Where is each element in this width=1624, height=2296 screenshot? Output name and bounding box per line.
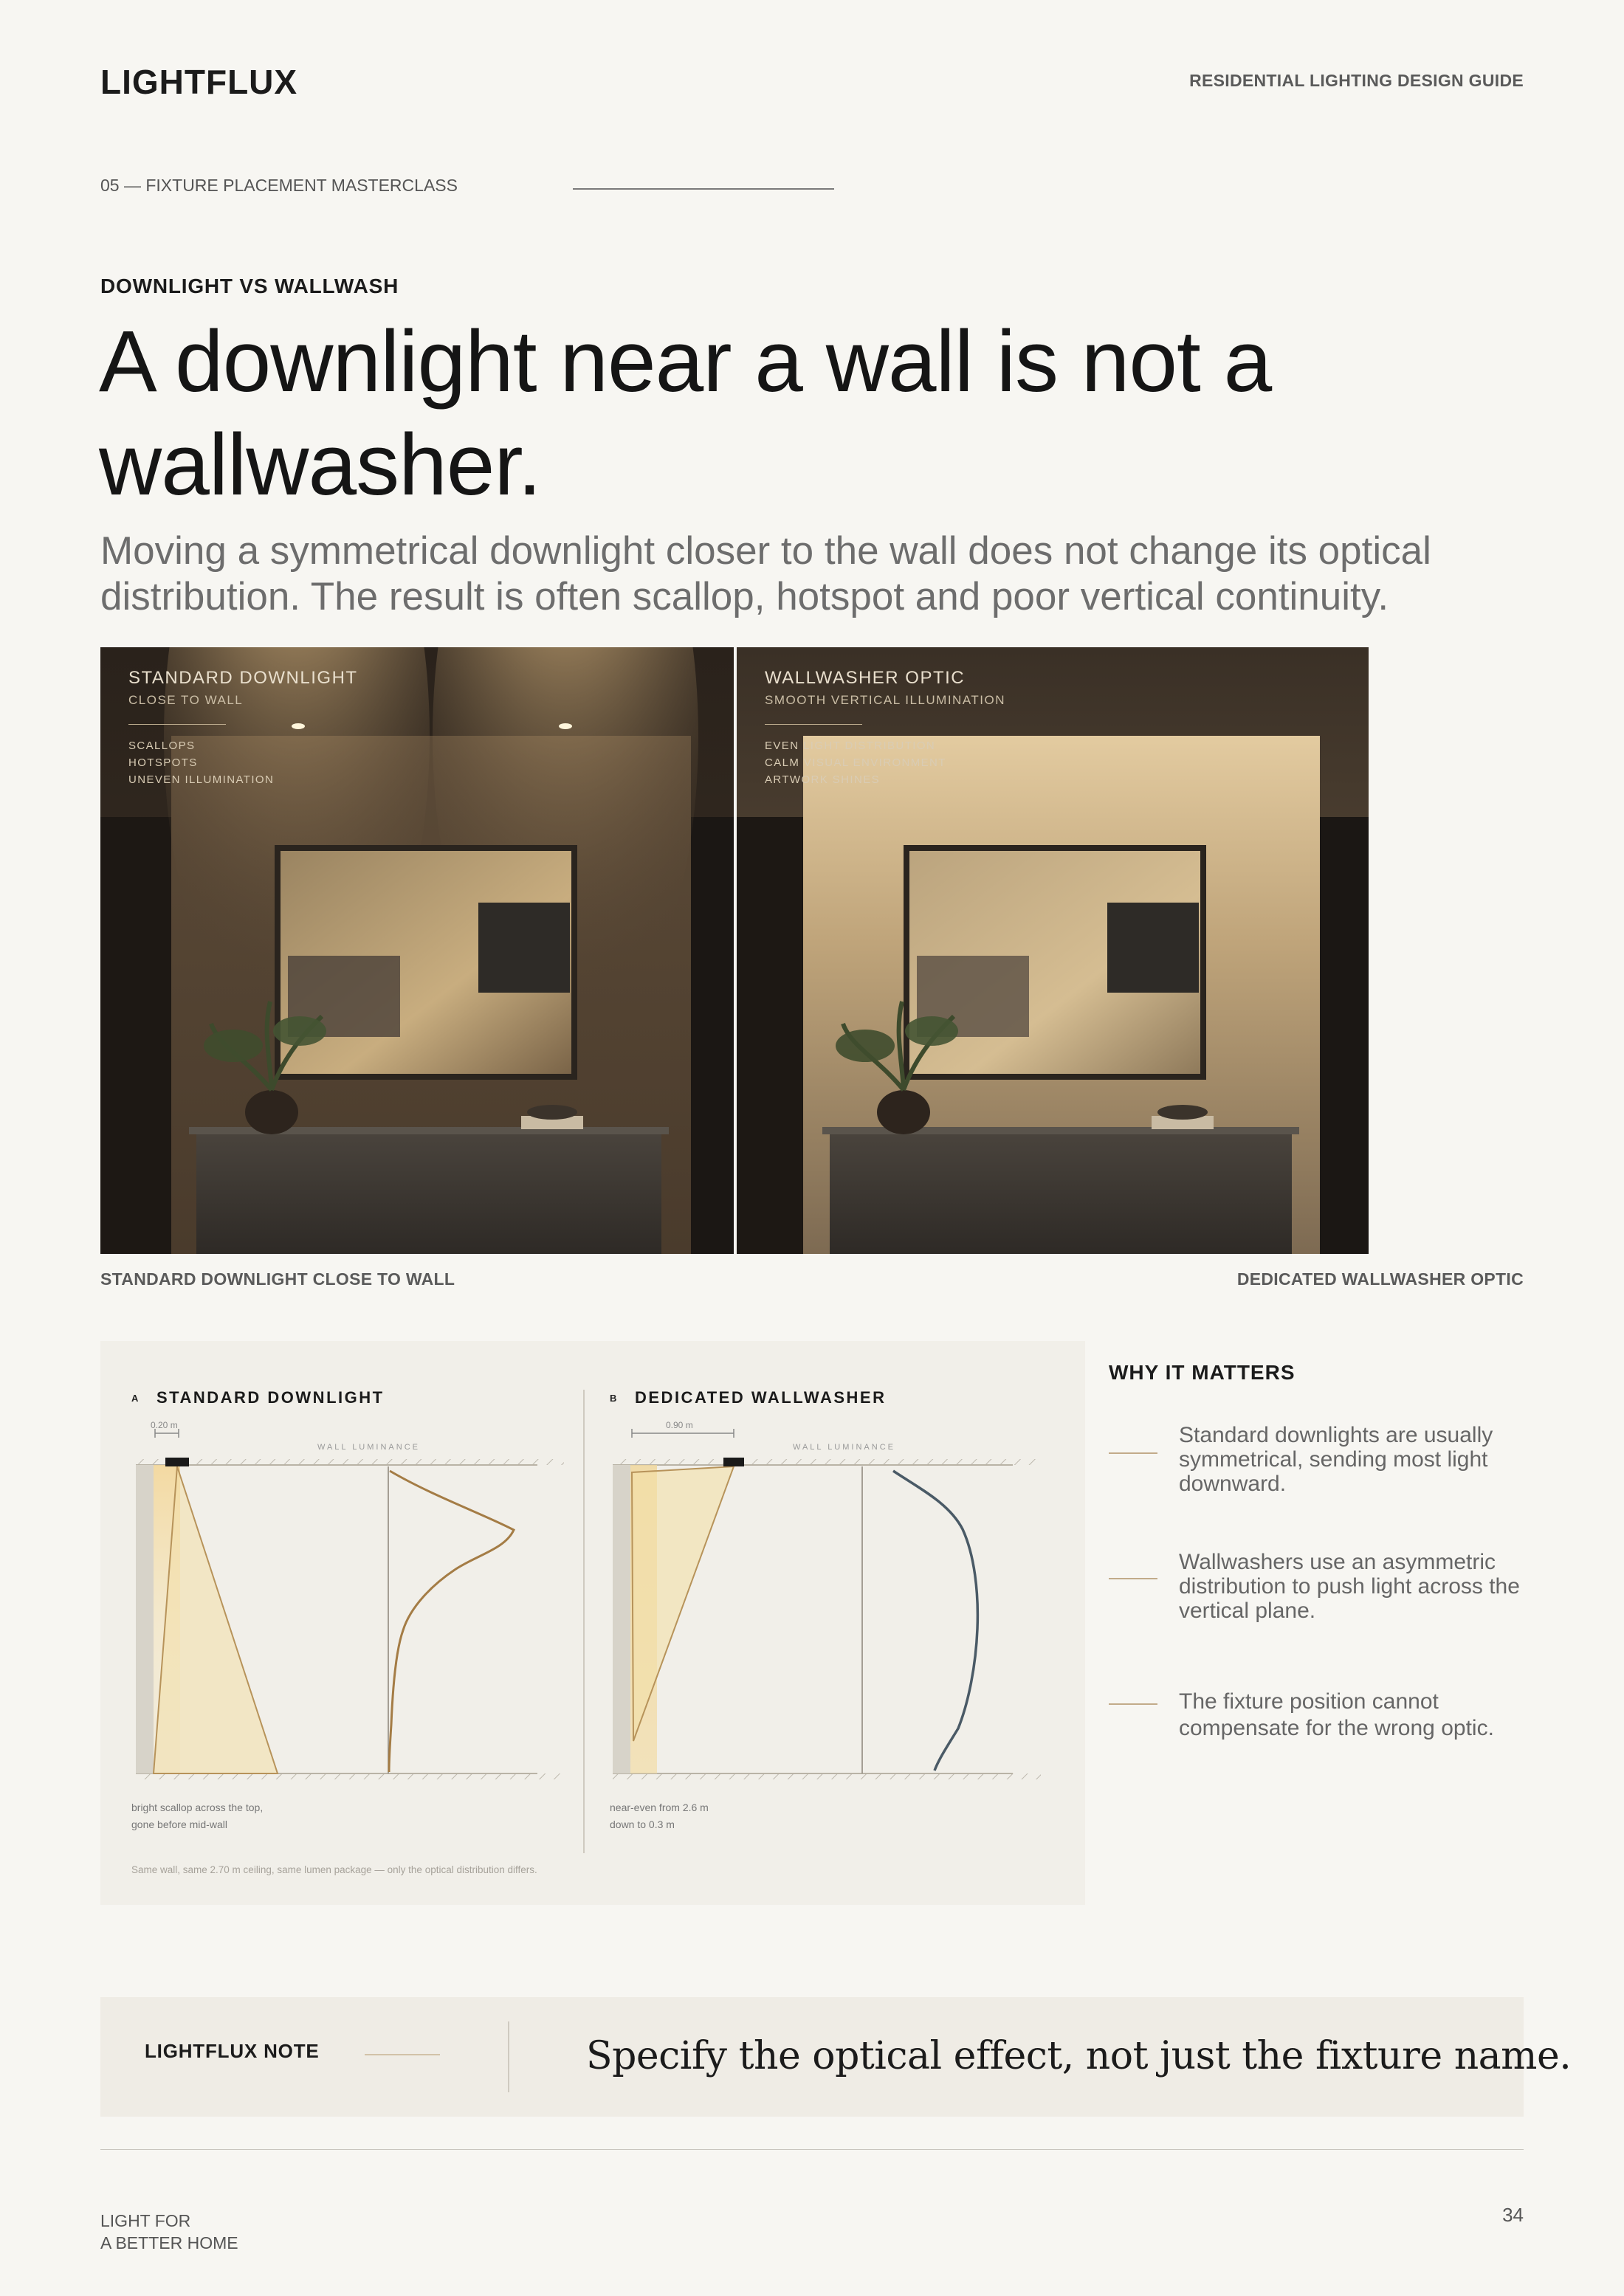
diagram-a-dimension: 0.20 m: [151, 1420, 178, 1430]
diagram-b: [610, 1388, 1041, 1830]
photo-wallwasher: [737, 647, 1369, 1254]
photo-b-subtitle: SMOOTH VERTICAL ILLUMINATION: [765, 693, 1006, 707]
list-item: HOTSPOTS: [128, 756, 198, 769]
diagram-a: [131, 1388, 564, 1830]
list-item: EVEN LIGHT DISTRIBUTION: [765, 740, 936, 752]
page-title: A downlight near a wall is not a wallwasher.: [99, 313, 1272, 514]
caption-left: STANDARD DOWNLIGHT CLOSE TO WALL: [100, 1269, 455, 1289]
photo-a-subtitle: CLOSE TO WALL: [128, 693, 244, 707]
why-item-dash: [1109, 1703, 1157, 1705]
note-quote: Specify the optical effect, not just the fixture name.: [586, 2034, 1572, 2078]
guide-title: RESIDENTIAL LIGHTING DESIGN GUIDE: [1189, 71, 1524, 90]
photo-b-list: [765, 737, 946, 788]
photo-a-title: STANDARD DOWNLIGHT: [128, 668, 358, 688]
diagram-a-luminance-label: WALL LUMINANCE: [317, 1443, 420, 1452]
note-divider: [508, 2021, 509, 2092]
caption-right: DEDICATED WALLWASHER OPTIC: [1236, 1269, 1524, 1289]
diagram-panel: [100, 1341, 1085, 1905]
photo-standard-downlight: [100, 647, 734, 1254]
section-label: 05 — FIXTURE PLACEMENT MASTERCLASS: [100, 176, 458, 195]
list-item: UNEVEN ILLUMINATION: [128, 773, 275, 786]
why-item-text: The fixture position cannot compensate for the wrong optic.: [1179, 1689, 1494, 1740]
diagram-b-title: DEDICATED WALLWASHER: [635, 1388, 887, 1407]
photo-b-rule: [765, 724, 862, 725]
luminance-curve-b: [893, 1471, 977, 1771]
diagram-a-note-2: gone before mid-wall: [131, 1818, 227, 1830]
diagram-b-letter: B: [610, 1393, 617, 1404]
kicker: DOWNLIGHT VS WALLWASH: [100, 275, 399, 297]
diagram-b-note-1: near-even from 2.6 m: [610, 1802, 709, 1813]
section-divider: [573, 188, 834, 190]
page-number: 34: [1502, 2204, 1524, 2226]
list-item: ARTWORK SHINES: [765, 773, 881, 786]
footer-tagline-line: A BETTER HOME: [100, 2233, 238, 2252]
note-label: LIGHTFLUX NOTE: [145, 2040, 320, 2062]
list-item: SCALLOPS: [128, 740, 196, 752]
why-item-dash: [1109, 1452, 1157, 1454]
photo-b-title: WALLWASHER OPTIC: [765, 668, 966, 688]
list-item: CALM VISUAL ENVIRONMENT: [765, 756, 946, 769]
diagram-b-luminance-label: WALL LUMINANCE: [793, 1443, 895, 1452]
photo-a-rule: [128, 724, 226, 725]
why-item-text: Standard downlights are usually symmetrical, sending most light downward.: [1179, 1423, 1493, 1496]
diagram-footnote: Same wall, same 2.70 m ceiling, same lumen package — only the optical distribution differs.: [131, 1864, 537, 1875]
footer-rule: [100, 2149, 1524, 2150]
luminance-diagrams: [100, 1341, 1085, 1905]
diagram-b-dimension: 0.90 m: [666, 1420, 693, 1430]
diagram-a-title: STANDARD DOWNLIGHT: [156, 1388, 385, 1407]
why-item-text: Wallwashers use an asymmetric distribution to push light across the vertical plane.: [1179, 1550, 1520, 1623]
subhead: Moving a symmetrical downlight closer to the wall does not change its optical distribution. The result is often scallop, hotspot and poor vertical continuity.: [100, 529, 1431, 618]
photo-a-list: [128, 737, 274, 788]
diagram-a-letter: A: [131, 1393, 139, 1404]
footer-tagline-line: LIGHT FOR: [100, 2211, 191, 2230]
diagram-a-note-1: bright scallop across the top,: [131, 1802, 264, 1813]
brand-logo: LIGHTFLUX: [100, 63, 298, 101]
note-dash: [365, 2054, 440, 2055]
footer-tagline: [100, 2210, 238, 2254]
why-title: WHY IT MATTERS: [1109, 1361, 1296, 1384]
luminance-curve-a: [389, 1471, 514, 1772]
diagram-b-note-2: down to 0.3 m: [610, 1818, 675, 1830]
why-item-dash: [1109, 1578, 1157, 1579]
